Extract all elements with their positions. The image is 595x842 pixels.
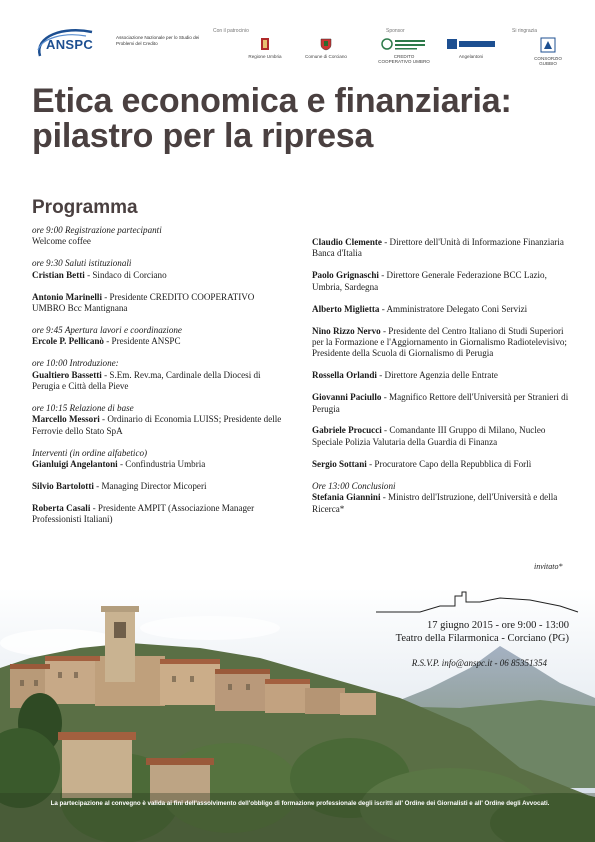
sponsor-comune-corciano: Comune di Corciano <box>300 37 352 59</box>
invitato-note: invitato* <box>534 562 563 571</box>
program-item: Nino Rizzo Nervo - Presidente del Centro Italiano di Studi Superiori per la Formazione e l'Aggiornamento in Giornalismo Radiotelevisivo; Presidente della Scuola di Giornalismo di Perugia <box>312 325 567 359</box>
event-date: 17 giugno 2015 - ore 9:00 - 13:00 <box>426 620 569 631</box>
header <box>0 0 595 78</box>
program-item: ore 9:00 Registrazione partecipanti Welcome coffee <box>32 225 162 247</box>
program-left-column <box>32 225 287 536</box>
program-item: Ore 13:00 Conclusioni Stefania Giannini - Ministro dell'Istruzione, dell'Università e della Ricerca* <box>312 480 558 514</box>
program-item: Claudio Clemente - Direttore dell'Unità di Informazione Finanziaria Banca d'Italia <box>312 237 564 259</box>
footnote: La partecipazione al convegno è valida ai fini dell'assolvimento dell'obbligo di formazione professionale degli iscritti all' Ordine dei Giornalisti e all' Ordine degli Avvocati. <box>50 800 550 807</box>
program-item: Silvio Bartolotti - Managing Director Micoperi <box>32 481 207 491</box>
program-item: Giovanni Paciullo - Magnifico Rettore dell'Università per Stranieri di Perugia <box>312 392 569 414</box>
regione-umbria-emblem-icon <box>260 37 270 51</box>
consorzio-gubbio-emblem-icon <box>540 37 556 53</box>
event-details <box>396 620 569 645</box>
sponsor-regione-umbria: Regione Umbria <box>240 37 290 59</box>
anspc-name: ANSPC <box>46 37 94 52</box>
sponsor-label: Sponsor <box>386 28 405 34</box>
program-item: Gabriele Procucci - Comandante III Gruppo di Milano, Nucleo Speciale Polizia Valutaria della Guardia di Finanza <box>312 425 546 447</box>
ccu-logo-icon <box>381 37 427 51</box>
sponsor-consorzio-gubbio: CONSORZIO GUBBIO <box>526 37 570 66</box>
program-item: ore 9:45 Apertura lavori e coordinazione Ercole P. Pellicanò - Presidente ANSPC <box>32 324 182 347</box>
sponsor-angelantoni: Angelantoni <box>444 37 498 59</box>
program-right-column <box>312 237 572 525</box>
angelantoni-logo-icon <box>447 37 495 51</box>
program-item: Roberta Casali - Presidente AMPIT (Associazione Manager Professionisti Italiani) <box>32 502 255 525</box>
program-item: Interventi (in ordine alfabetico) Gianluigi Angelantoni - Confindustria Umbria <box>32 447 206 470</box>
comune-corciano-crest-icon <box>320 37 332 51</box>
programma-heading: Programma <box>32 197 138 218</box>
program-item: Paolo Grignaschi - Direttore Generale Federazione BCC Lazio, Umbria, Sardegna <box>312 270 547 292</box>
sponsor-ccu: CREDITO COOPERATIVO UMBRO <box>378 37 430 64</box>
page-title: Etica economica e finanziaria: pilastro per la ripresa <box>32 82 512 155</box>
program-item: Alberto Miglietta - Amministratore Delegato Coni Servizi <box>312 303 528 314</box>
event-place: Teatro della Filarmonica - Corciano (PG) <box>395 632 569 644</box>
ringrazia-label: Si ringrazia <box>512 28 538 34</box>
program-item: Rossella Orlandi - Direttore Agenzia delle Entrate <box>312 370 498 381</box>
patrocinio-label: Con il patrocinio <box>213 28 249 34</box>
rsvp-contact: R.S.V.P. info@anspc.it - 06 85351354 <box>411 658 547 668</box>
program-item: ore 9:30 Saluti istituzionali Cristian Betti - Sindaco di Corciano <box>32 258 167 280</box>
program-item: Sergio Sottani - Procuratore Capo della Repubblica di Forlì <box>312 458 532 469</box>
program-item: ore 10:00 Introduzione: Gualtiero Bassetti - S.Em. Rev.ma, Cardinale della Diocesi di Perugia e Città della Pieve <box>32 358 261 392</box>
anspc-tagline: Associazione Nazionale per lo Studio dei Problemi del Credito <box>116 35 200 46</box>
anspc-logo <box>34 26 200 60</box>
program-item: Antonio Marinelli - Presidente CREDITO COOPERATIVO UMBRO Bcc Mantignana <box>32 291 255 314</box>
program-item: ore 10:15 Relazione di base Marcello Messori - Ordinario di Economia LUISS; Presidente delle Ferrovie dello Stato SpA <box>32 402 282 436</box>
